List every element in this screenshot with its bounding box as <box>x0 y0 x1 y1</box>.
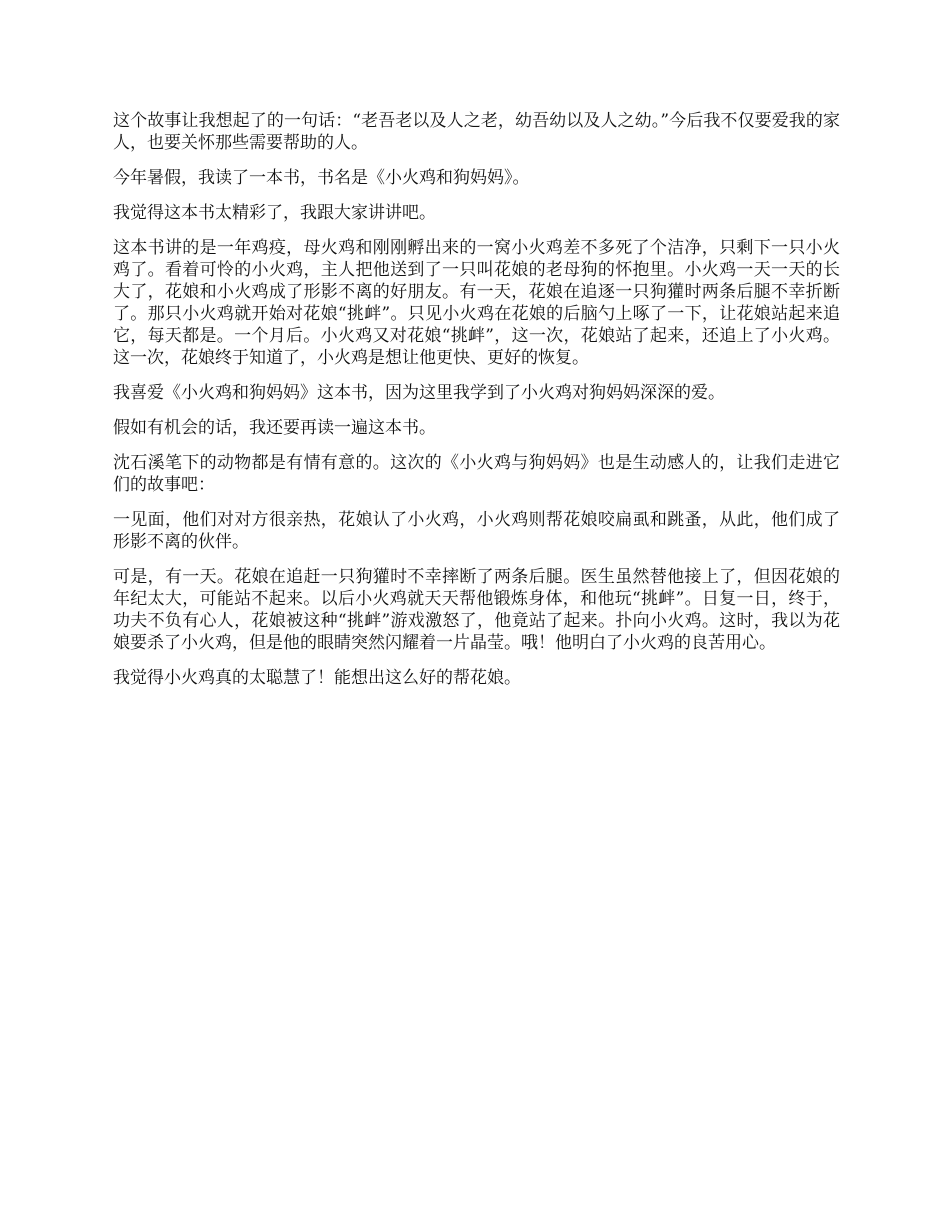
paragraph-6: 假如有机会的话，我还要再读一遍这本书。 <box>113 418 436 438</box>
paragraph-9: 可是，有一天。花娘在追赶一只狗獾时不幸摔断了两条后腿。医生虽然替他接上了，但因花娘的年纪太大，可能站不起来。以后小火鸡就天天帮他锻炼身体，和他玩“挑衅”。日复一日，终于，功夫不负有心人，花娘被这种“挑衅”游戏激怒了，他竟站了起来。扑向小火鸡。这时，我以为花娘要杀了小火鸡，但是他的眼睛突然闪耀着一片晶莹。哦！他明白了小火鸡的良苦用心。 <box>113 567 840 653</box>
paragraph-2: 今年暑假，我读了一本书，书名是《小火鸡和狗妈妈》。 <box>113 168 530 188</box>
paragraph-1: 这个故事让我想起了的一句话：“老吾老以及人之老，幼吾幼以及人之幼。”今后我不仅要爱我的家人，也要关怀那些需要帮助的人。 <box>113 111 840 153</box>
document-body <box>113 110 840 702</box>
paragraph-3: 我觉得这本书太精彩了，我跟大家讲讲吧。 <box>113 203 436 223</box>
paragraph-8: 一见面，他们对对方很亲热，花娘认了小火鸡，小火鸡则帮花娘咬扁虱和跳蚤，从此，他们成了形影不离的伙伴。 <box>113 510 840 552</box>
paragraph-4: 这本书讲的是一年鸡疫，母火鸡和刚刚孵出来的一窝小火鸡差不多死了个洁净，只剩下一只小火鸡了。看着可怜的小火鸡，主人把他送到了一只叫花娘的老母狗的怀抱里。小火鸡一天一天的长大了，花娘和小火鸡成了形影不离的好朋友。有一天，花娘在追逐一只狗獾时两条后腿不幸折断了。那只小火鸡就开始对花娘“挑衅”。只见小火鸡在花娘的后脑勺上啄了一下，让花娘站起来追它，每天都是。一个月后。小火鸡又对花娘“挑衅”，这一次，花娘站了起来，还追上了小火鸡。这一次，花娘终于知道了，小火鸡是想让他更快、更好的恢复。 <box>113 238 840 368</box>
paragraph-10: 我觉得小火鸡真的太聪慧了！能想出这么好的帮花娘。 <box>113 668 521 688</box>
paragraph-7: 沈石溪笔下的动物都是有情有意的。这次的《小火鸡与狗妈妈》也是生动感人的，让我们走进它们的故事吧： <box>113 453 840 495</box>
paragraph-5: 我喜爱《小火鸡和狗妈妈》这本书，因为这里我学到了小火鸡对狗妈妈深深的爱。 <box>113 383 725 403</box>
